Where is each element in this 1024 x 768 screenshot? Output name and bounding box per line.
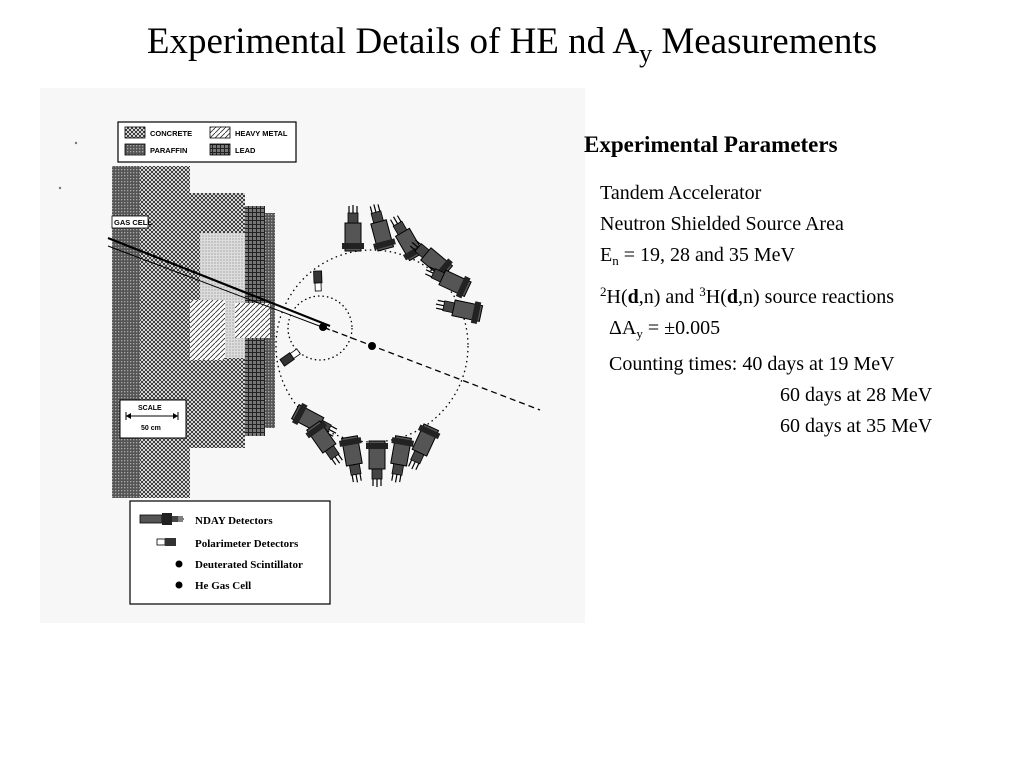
legend-he-gas-cell: He Gas Cell — [195, 580, 252, 592]
material-key — [118, 122, 296, 162]
dot-icon — [176, 582, 183, 589]
title-main: Experimental Details of HE nd A — [146, 21, 640, 62]
legend-nday: NDAY Detectors — [195, 515, 273, 527]
key-paraffin: PARAFFIN — [150, 146, 188, 155]
concrete-swatch — [125, 127, 145, 138]
he-gas-cell-point — [319, 323, 327, 331]
scale-value: 50 cm — [141, 425, 161, 432]
experiment-layout-figure — [40, 88, 585, 623]
param-counting-28: 60 days at 28 MeV — [780, 384, 933, 406]
scale-title: SCALE — [138, 405, 162, 412]
heavy-metal-insert — [190, 300, 225, 360]
key-concrete: CONCRETE — [150, 129, 193, 138]
dot-icon — [176, 561, 183, 568]
parameters-list — [600, 178, 932, 442]
slide-title — [0, 18, 1024, 69]
parameters-heading: Experimental Parameters — [584, 132, 838, 157]
param-reactions: $^2$H(d,n) and $^3$H(d,n) source reactions — [600, 284, 895, 308]
param-source-area: Neutron Shielded Source Area — [600, 213, 844, 235]
title-rest: Measurements — [652, 21, 878, 62]
heavy-metal-insert-2 — [235, 303, 270, 338]
lead-swatch — [210, 144, 230, 155]
deuterated-scintillator-point — [368, 342, 376, 350]
polarimeter-detector-icon — [157, 538, 176, 546]
key-heavy-metal: HEAVY METAL — [235, 129, 288, 138]
param-delta-ay: $\Delta A_y = \pm 0.005$ — [609, 317, 721, 341]
heavy-metal-swatch — [210, 127, 230, 138]
title-subscript: y — [639, 39, 653, 68]
scale-box — [120, 400, 186, 438]
paraffin-swatch — [125, 144, 145, 155]
legend-deuterated-scintillator: Deuterated Scintillator — [195, 559, 303, 571]
param-accelerator: Tandem Accelerator — [600, 182, 762, 204]
gas-cell-label: GAS CELL — [114, 218, 152, 227]
experiment-layout-diagram — [40, 88, 585, 623]
detector-legend — [130, 501, 330, 604]
param-counting-19: Counting times: 40 days at 19 MeV — [609, 353, 895, 375]
polarimeter-detector-1 — [314, 271, 323, 291]
key-lead: LEAD — [235, 146, 256, 155]
legend-polarimeter: Polarimeter Detectors — [195, 538, 299, 550]
param-counting-35: 60 days at 35 MeV — [780, 415, 933, 437]
param-energy: $E_n = 19$, 28 and 35 MeV — [600, 244, 795, 268]
